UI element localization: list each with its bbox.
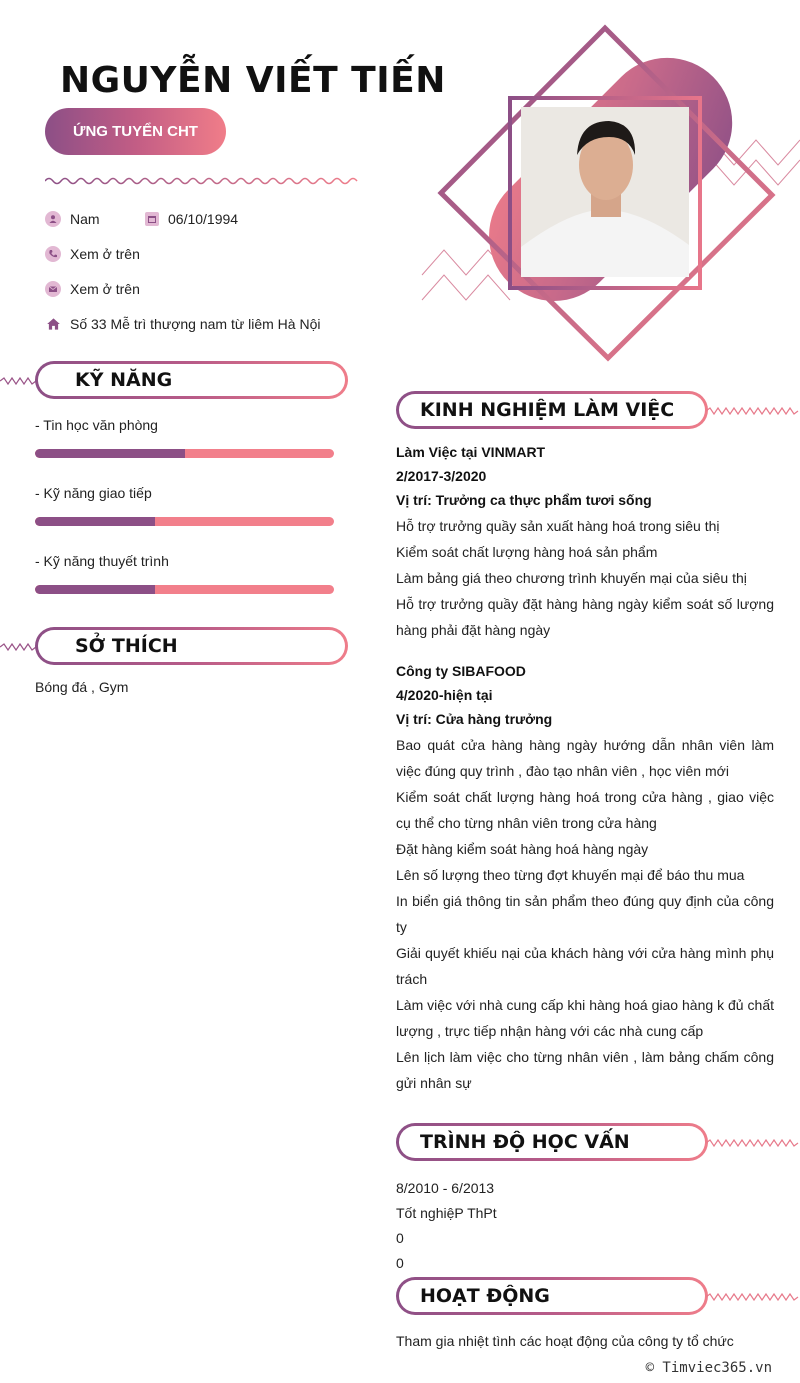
job-duty: Lên lịch làm việc cho từng nhân viên , làm bảng chấm công gửi nhân sự <box>396 1049 774 1091</box>
education-title: TRÌNH ĐỘ HỌC VẤN <box>420 1131 630 1153</box>
education-line: 0 <box>396 1230 404 1246</box>
job-entry <box>396 440 774 643</box>
job-duty: Kiểm soát chất lượng hàng hoá trong cửa hàng , giao việc cụ thể cho từng nhân viên trong cửa hàng <box>396 789 774 831</box>
activities-title: HOẠT ĐỘNG <box>420 1285 550 1307</box>
hobbies-title: SỞ THÍCH <box>75 635 178 657</box>
email-row <box>45 281 140 297</box>
skill-bar <box>35 517 334 526</box>
candidate-name: NGUYỄN VIẾT TIẾN <box>60 60 446 101</box>
skill-bar-fill <box>35 585 155 594</box>
job-duty: Hỗ trợ trưởng quầy đặt hàng hàng ngày kiểm soát số lượng hàng phải đặt hàng ngày <box>396 596 774 638</box>
skills-title: KỸ NĂNG <box>75 369 173 391</box>
job-duty: Đặt hàng kiểm soát hàng hoá hàng ngày <box>396 841 649 857</box>
phone-value: Xem ở trên <box>70 246 140 262</box>
birthday-value: 06/10/1994 <box>168 211 239 227</box>
hobbies-text: Bóng đá , Gym <box>35 679 129 695</box>
section-zigzag-right <box>706 1138 800 1148</box>
gender-value: Nam <box>70 211 100 227</box>
job-duty: Bao quát cửa hàng hàng ngày hướng dẫn nhân viên làm việc đúng quy trình , đào tạo nhân viên , học viên mới <box>396 737 774 779</box>
job-duty: Làm việc với nhà cung cấp khi hàng hoá giao hàng k đủ chất lượng , trực tiếp nhận hàng với các nhà cung cấp <box>396 997 774 1039</box>
section-zigzag-left <box>0 642 40 652</box>
section-zigzag-right <box>706 1292 800 1302</box>
skill-label: - Kỹ năng thuyết trình <box>35 553 169 569</box>
birthday-row <box>145 211 238 227</box>
user-icon <box>45 211 61 227</box>
mail-icon <box>45 281 61 297</box>
phone-icon <box>45 246 61 262</box>
address-value: Số 33 Mễ trì thượng nam từ liêm Hà Nội <box>70 316 321 332</box>
job-company: Công ty SIBAFOOD <box>396 663 526 679</box>
email-value: Xem ở trên <box>70 281 140 297</box>
job-role: Vị trí: Trưởng ca thực phẩm tươi sống <box>396 492 652 508</box>
home-icon <box>45 316 61 332</box>
section-zigzag-left <box>0 376 40 386</box>
calendar-icon <box>145 212 159 226</box>
job-duty: Kiểm soát chất lượng hàng hoá sản phẩm <box>396 544 658 560</box>
skill-bar <box>35 585 334 594</box>
skill-bar-fill <box>35 517 155 526</box>
address-row <box>45 316 320 332</box>
job-period: 2/2017-3/2020 <box>396 468 487 484</box>
job-period: 4/2020-hiện tại <box>396 687 493 703</box>
section-zigzag-right <box>706 406 800 416</box>
job-duty: Lên số lượng theo từng đợt khuyến mại để báo thu mua <box>396 867 745 883</box>
job-duty: In biển giá thông tin sản phẩm theo đúng quy định của công ty <box>396 893 774 935</box>
activities-text: Tham gia nhiệt tình các hoạt động của công ty tổ chức <box>396 1333 734 1349</box>
footer-copyright[interactable]: © Timviec365.vn <box>645 1360 772 1376</box>
job-company: Làm Việc tại VINMART <box>396 444 546 460</box>
experience-title: KINH NGHIỆM LÀM VIỆC <box>420 399 675 421</box>
skill-bar-fill <box>35 449 185 458</box>
job-duty: Làm bảng giá theo chương trình khuyến mại của siêu thị <box>396 570 747 586</box>
phone-row <box>45 246 140 262</box>
skill-label: - Tin học văn phòng <box>35 417 158 433</box>
job-entry <box>396 659 774 1096</box>
wave-divider <box>45 175 360 187</box>
profile-photo <box>521 107 689 277</box>
education-line: 0 <box>396 1255 404 1271</box>
job-duty: Giải quyết khiếu nại của khách hàng với cửa hàng mình phụ trách <box>396 945 774 987</box>
gender-row <box>45 211 100 227</box>
skill-bar <box>35 449 334 458</box>
job-duty: Hỗ trợ trưởng quầy sản xuất hàng hoá trong siêu thị <box>396 518 720 534</box>
skill-label: - Kỹ năng giao tiếp <box>35 485 152 501</box>
education-period: 8/2010 - 6/2013 <box>396 1180 495 1196</box>
position-badge: ỨNG TUYỂN CHT <box>45 108 226 155</box>
job-role: Vị trí: Cửa hàng trưởng <box>396 711 553 727</box>
education-entry <box>396 1176 774 1276</box>
education-degree: Tốt nghiệP ThPt <box>396 1205 497 1221</box>
